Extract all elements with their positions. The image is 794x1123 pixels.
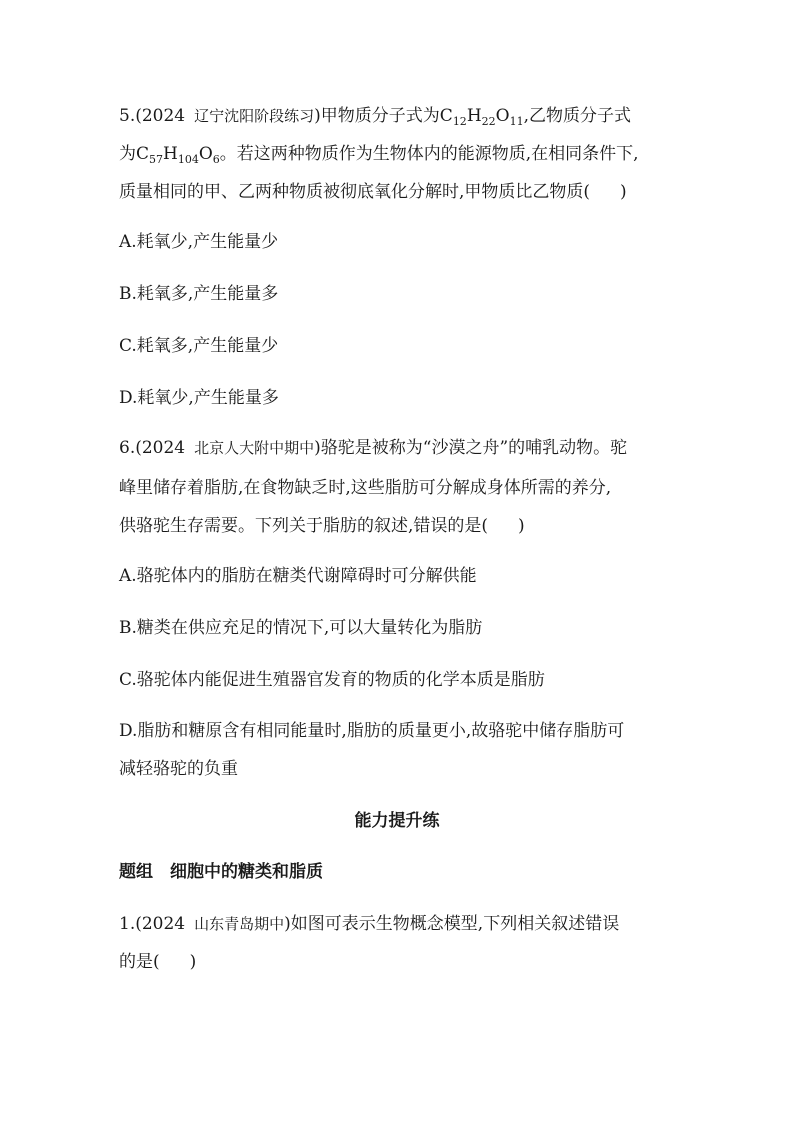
q1-line-2 bbox=[119, 950, 196, 974]
q6-line3-end: ) bbox=[518, 516, 525, 536]
q5-formula2-o: O bbox=[198, 144, 213, 164]
q5-option-b: B.耗氧多,产生能量多 bbox=[119, 284, 279, 304]
q5-formula2-h: H bbox=[163, 144, 178, 164]
q6-option-a: A.骆驼体内的脂肪在糖类代谢障碍时可分解供能 bbox=[119, 566, 477, 586]
q5-source: 辽宁沈阳阶段练习 bbox=[185, 107, 315, 125]
q6-line-2: 峰里储存着脂肪,在食物缺乏时,这些脂肪可分解成身体所需的养分, bbox=[119, 478, 612, 498]
q1-line1-post: )如图可表示生物概念模型,下列相关叙述错误 bbox=[284, 914, 620, 934]
q5-intro: )甲物质分子式为C bbox=[314, 106, 453, 126]
q6-source: 北京人大附中期中 bbox=[185, 439, 315, 457]
q6-line-1 bbox=[119, 436, 627, 460]
q1-number: 1.(2024 bbox=[119, 914, 186, 934]
q5-option-d: D.耗氧少,产生能量多 bbox=[119, 388, 279, 408]
q5-line-1 bbox=[119, 104, 631, 128]
q6-option-d: D.脂肪和糖原含有相同能量时,脂肪的质量更小,故骆驼中储存脂肪可 bbox=[119, 721, 625, 741]
q5-formula1-sub-o: 11 bbox=[509, 115, 524, 128]
q5-formula1-sub-h: 22 bbox=[481, 115, 496, 128]
q5-line2-post: 。若这两种物质作为生物体内的能源物质,在相同条件下, bbox=[219, 144, 639, 164]
q5-mid: ,乙物质分子式 bbox=[523, 106, 631, 126]
q5-formula2-sub-h: 104 bbox=[177, 153, 199, 166]
q5-line2-pre: 为C bbox=[119, 144, 150, 164]
q1-line-1 bbox=[119, 912, 619, 936]
section-title: 能力提升练 bbox=[354, 811, 440, 831]
q6-option-c: C.骆驼体内能促进生殖器官发育的物质的化学本质是脂肪 bbox=[119, 670, 545, 690]
q5-formula1-o: O bbox=[495, 106, 510, 126]
q5-line3: 质量相同的甲、乙两种物质被彻底氧化分解时,甲物质比乙物质( bbox=[119, 182, 591, 202]
q6-number: 6.(2024 bbox=[119, 438, 186, 458]
q1-source: 山东青岛期中 bbox=[185, 915, 285, 933]
q6-line3: 供骆驼生存需要。下列关于脂肪的叙述,错误的是( bbox=[119, 516, 489, 536]
q6-option-d-cont: 减轻骆驼的负重 bbox=[119, 759, 238, 779]
q5-formula2-sub-o: 6 bbox=[212, 153, 220, 166]
q1-line2: 的是( bbox=[119, 952, 160, 972]
q6-option-b: B.糖类在供应充足的情况下,可以大量转化为脂肪 bbox=[119, 618, 483, 638]
q5-line3-end: ) bbox=[620, 182, 627, 202]
q5-line-2 bbox=[119, 142, 639, 166]
group-title: 题组 细胞中的糖类和脂质 bbox=[119, 862, 323, 882]
q6-line1-post: )骆驼是被称为“沙漠之舟”的哺乳动物。驼 bbox=[314, 438, 628, 458]
q5-number: 5.(2024 bbox=[119, 106, 186, 126]
q5-option-c: C.耗氧多,产生能量少 bbox=[119, 336, 279, 356]
q6-line-3 bbox=[119, 514, 525, 538]
q5-option-a: A.耗氧少,产生能量少 bbox=[119, 232, 279, 252]
q5-line-3 bbox=[119, 180, 627, 204]
q5-formula1-h: H bbox=[466, 106, 482, 126]
q1-line2-end: ) bbox=[189, 952, 197, 972]
q5-formula2-sub-c: 57 bbox=[149, 153, 164, 166]
q5-formula1-sub-c: 12 bbox=[452, 115, 467, 128]
